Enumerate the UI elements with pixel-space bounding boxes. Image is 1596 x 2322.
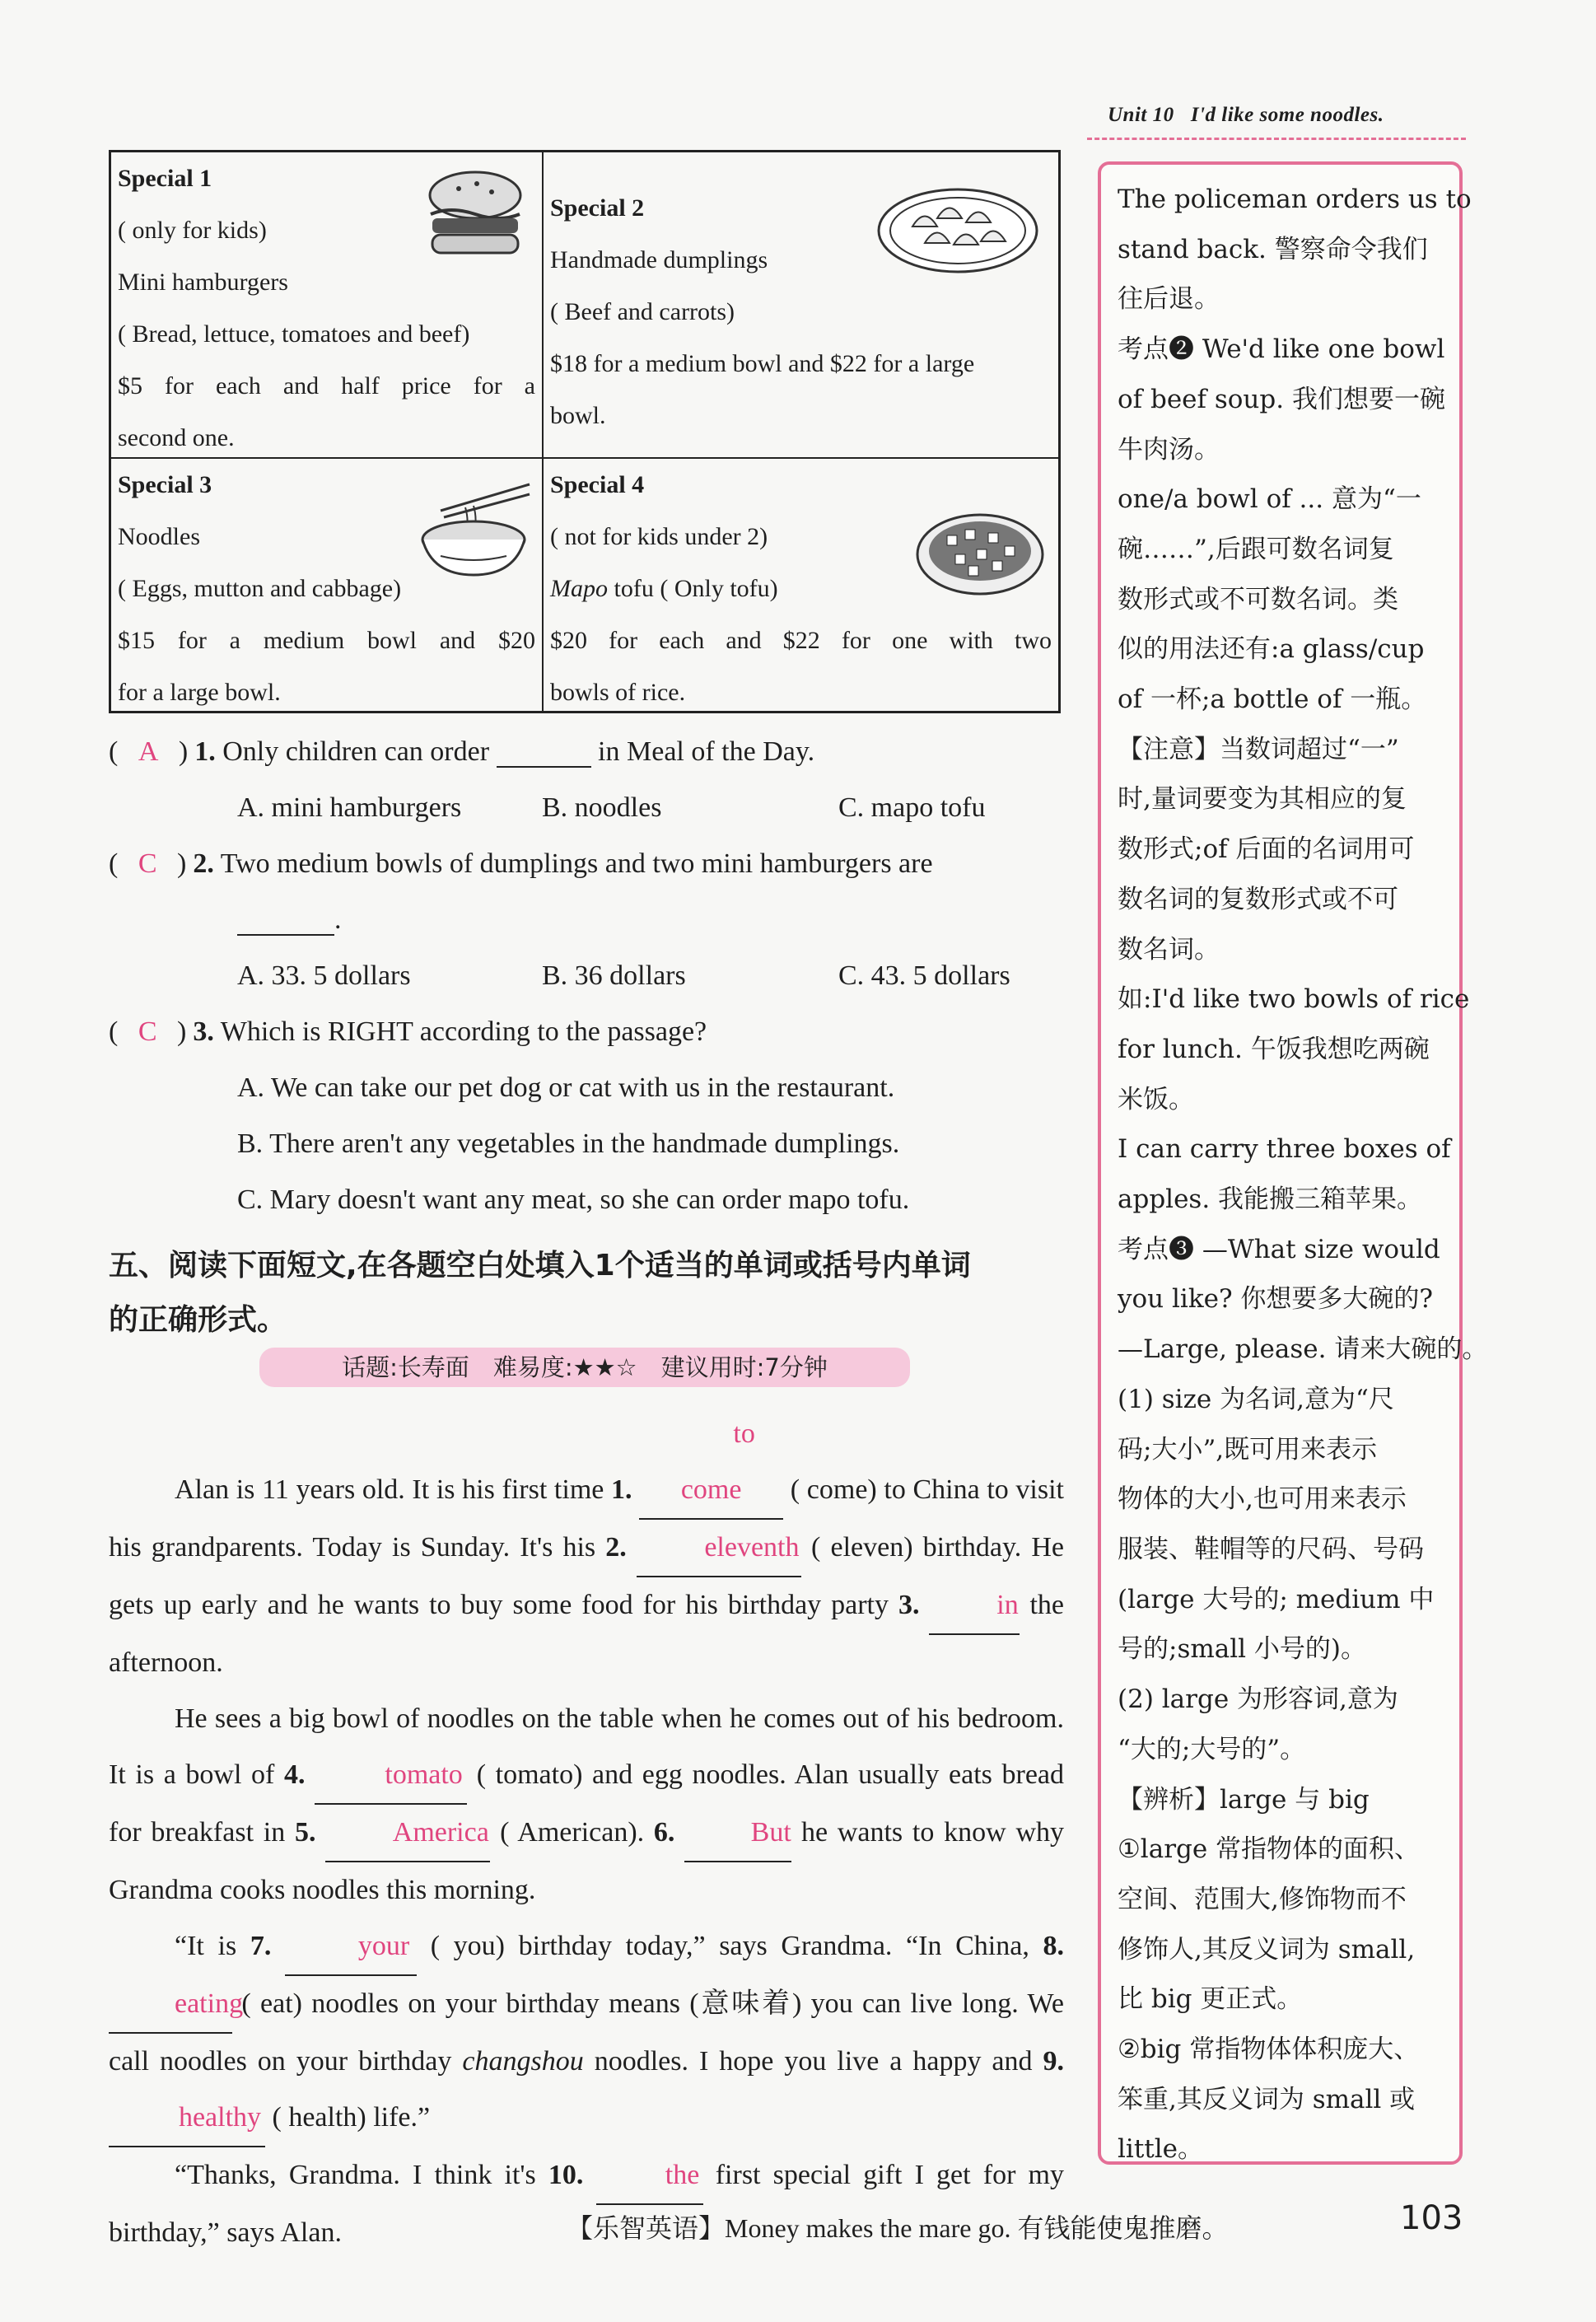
note-line: —Large, please. 请来大碗的。 bbox=[1118, 1334, 1488, 1365]
note-line: 时,量词要变为其相应的复 bbox=[1118, 784, 1407, 815]
note-line: (1) size 为名词,意为“尺 bbox=[1118, 1384, 1394, 1414]
blank-6: But bbox=[684, 1805, 791, 1862]
q1-blank bbox=[497, 738, 591, 768]
q3-option-a: A. We can take our pet dog or cat with us in the restaurant. bbox=[237, 1072, 895, 1103]
blank-8: eating bbox=[109, 1976, 232, 2034]
q1-stem-end: in Meal of the Day. bbox=[598, 736, 815, 767]
note-line: 考点❷ We'd like one bowl bbox=[1118, 334, 1445, 365]
special-2-title: Special 2 bbox=[550, 194, 645, 222]
q1-number: 1. bbox=[194, 736, 216, 767]
q3-option-c: C. Mary doesn't want any meat, so she can order mapo tofu. bbox=[237, 1184, 910, 1215]
note-line: 数名词。 bbox=[1118, 934, 1220, 965]
note-line: 考点❸ —What size would bbox=[1118, 1234, 1440, 1264]
note-line: The policeman orders us to bbox=[1118, 185, 1472, 214]
note-line: 【辨析】large 与 big bbox=[1118, 1784, 1370, 1815]
q1-option-a: A. mini hamburgers bbox=[237, 792, 462, 823]
note-line: ①large 常指物体的面积、 bbox=[1118, 1834, 1421, 1865]
special-1-title: Special 1 bbox=[118, 165, 212, 192]
note-line: 似的用法还有:a glass/cup bbox=[1118, 634, 1425, 665]
note-line: 号的;small 小号的)。 bbox=[1118, 1634, 1367, 1665]
note-line: you like? 你想要多大碗的? bbox=[1118, 1284, 1434, 1315]
note-line: ②big 常指物体体积庞大、 bbox=[1118, 2035, 1420, 2065]
note-line: for lunch. 午饭我想吃两碗 bbox=[1118, 1034, 1430, 1064]
q2-option-c: C. 43. 5 dollars bbox=[838, 960, 1010, 991]
q3-option-b: B. There aren't any vegetables in the handmade dumplings. bbox=[237, 1128, 900, 1159]
note-line: stand back. 警察命令我们 bbox=[1118, 234, 1428, 264]
hamburger-illustration bbox=[426, 169, 525, 259]
note-line: 服装、鞋帽等的尺码、号码 bbox=[1118, 1534, 1424, 1564]
noodle-bowl-illustration bbox=[416, 478, 531, 577]
section-5-title: 五、阅读下面短文,在各题空白处填入1个适当的单词或括号内单词 bbox=[109, 1249, 971, 1282]
note-line: 往后退。 bbox=[1118, 284, 1220, 315]
q2-option-b: B. 36 dollars bbox=[542, 960, 686, 991]
note-line: little。 bbox=[1118, 2134, 1204, 2165]
note-line: apples. 我能搬三箱苹果。 bbox=[1118, 1184, 1423, 1215]
q3-answer: C bbox=[138, 1016, 164, 1047]
note-line: 码;大小”,既可用来表示 bbox=[1118, 1434, 1378, 1465]
note-line: (large 大号的; medium 中 bbox=[1118, 1584, 1435, 1614]
question-1 bbox=[109, 738, 814, 768]
blank-7: your bbox=[285, 1918, 417, 1976]
q3-number: 3. bbox=[193, 1016, 214, 1047]
mapo-word: Mapo bbox=[550, 575, 608, 602]
q2-stem: Two medium bowls of dumplings and two mini hamburgers are bbox=[220, 848, 933, 879]
question-2 bbox=[109, 850, 933, 878]
note-line: 物体的大小,也可用来表示 bbox=[1118, 1484, 1407, 1515]
note-line: I can carry three boxes of bbox=[1118, 1134, 1451, 1165]
notes-content bbox=[1118, 175, 1488, 2175]
q2-blank bbox=[237, 906, 334, 936]
q2-number: 2. bbox=[193, 848, 214, 879]
special-1-line: ( only for kids) bbox=[118, 217, 267, 244]
note-line: of 一杯;a bottle of 一瓶。 bbox=[1118, 684, 1427, 715]
q2-option-a: A. 33. 5 dollars bbox=[237, 960, 411, 991]
answer-paren: ( C ) bbox=[109, 1016, 194, 1047]
topic-banner: 话题:长寿面 难易度:★★☆ 建议用时:7分钟 bbox=[259, 1348, 910, 1387]
note-line: 数形式;of 后面的名词用可 bbox=[1118, 834, 1415, 865]
note-line: 数名词的复数形式或不可 bbox=[1118, 884, 1398, 914]
note-line: 数形式或不可数名词。类 bbox=[1118, 584, 1398, 614]
special-4-line: $20 for each and $22 for one with two bbox=[550, 627, 1052, 654]
special-1-line: $5 for each and half price for a bbox=[118, 372, 535, 399]
special-2-line: ( Beef and carrots) bbox=[550, 298, 735, 325]
special-1-line: Mini hamburgers bbox=[118, 269, 288, 296]
q1-option-c: C. mapo tofu bbox=[838, 792, 986, 823]
special-2-line: Handmade dumplings bbox=[550, 246, 768, 273]
q1-answer: A bbox=[138, 736, 166, 767]
blank-2: eleventh bbox=[637, 1520, 801, 1577]
q3-stem: Which is RIGHT according to the passage? bbox=[220, 1016, 707, 1047]
note-line: 米饭。 bbox=[1118, 1084, 1194, 1114]
mapo-tofu-illustration bbox=[914, 507, 1046, 597]
q1-option-b: B. noodles bbox=[542, 792, 662, 823]
answer-paren: ( A ) bbox=[109, 736, 195, 767]
note-line: 碗……”,后跟可数名词复 bbox=[1118, 534, 1394, 564]
q2-answer: C bbox=[138, 848, 164, 879]
unit-label: Unit 10 bbox=[1108, 104, 1174, 126]
note-line: of beef soup. 我们想要一碗 bbox=[1118, 384, 1445, 414]
menu-table bbox=[109, 150, 1061, 713]
special-1-line: second one. bbox=[118, 424, 235, 451]
special-4-line: ( not for kids under 2) bbox=[550, 523, 768, 550]
page-number: 103 bbox=[1400, 2199, 1463, 2237]
header-dashed-rule bbox=[1087, 138, 1466, 140]
note-line: 牛肉汤。 bbox=[1118, 434, 1220, 465]
note-line: 空间、范围大,修饰物而不 bbox=[1118, 1884, 1407, 1914]
note-line: (2) large 为形容词,意为 bbox=[1118, 1684, 1398, 1715]
note-line: 修饰人,其反义词为 small, bbox=[1118, 1934, 1416, 1965]
special-1-line: ( Bread, lettuce, tomatoes and beef) bbox=[118, 320, 470, 348]
note-line: 如:I'd like two bowls of rice bbox=[1118, 984, 1470, 1015]
question-3 bbox=[109, 1018, 707, 1046]
unit-title: I'd like some noodles. bbox=[1190, 104, 1384, 126]
note-line: “大的;大号的”。 bbox=[1118, 1734, 1306, 1764]
blank-5: America bbox=[325, 1805, 490, 1862]
q2-blank-line: . bbox=[237, 906, 342, 936]
blank-1: to come bbox=[639, 1406, 783, 1520]
blank-10: the bbox=[596, 2147, 703, 2205]
special-3-line: ( Eggs, mutton and cabbage) bbox=[118, 575, 402, 602]
blank-9: healthy bbox=[109, 2090, 265, 2147]
special-4-line-text: tofu ( Only tofu) bbox=[614, 575, 778, 602]
special-4-title: Special 4 bbox=[550, 471, 645, 498]
section-5-title-cont: 的正确形式。 bbox=[109, 1303, 287, 1337]
blank-3: in bbox=[929, 1577, 1020, 1635]
q1-stem: Only children can order bbox=[222, 736, 490, 767]
answer-paren: ( C ) bbox=[109, 848, 194, 879]
special-3-line: Noodles bbox=[118, 523, 200, 550]
special-3-line: $15 for a medium bowl and $20 bbox=[118, 627, 535, 654]
running-header bbox=[1108, 104, 1384, 127]
blank-4: tomato bbox=[315, 1747, 467, 1805]
special-2-line: bowl. bbox=[550, 402, 606, 429]
note-line: 比 big 更正式。 bbox=[1118, 1984, 1303, 2015]
note-line: 【注意】当数词超过“一” bbox=[1118, 734, 1399, 764]
notes-sidebar bbox=[1098, 161, 1488, 2165]
passage: Alan is 11 years old. It is his first time 1. to come ( come) to China to visit his grandparents. Today is Sunday. It's his 2. eleventh ( eleven) birthday. He gets up early and he wants to buy some food for his birthday party 3. in the afternoon. He sees a big bowl of noodles on the table when he comes out of his bedroom. It is a bowl of 4. tomato ( tomato) and egg noodles. Alan usually eats bread for breakfast in 5. America ( American). 6. But he wants to know why Grandma cooks noodles this morning. “It is 7. your ( you) birthday today,” says Grandma. “In China, 8. eating ( eat) noodles on your birthday means (意味着) you can live long. We call noodles on your birthday changshou noodles. I hope you live a happy and 9. healthy ( health) life.” “Thanks, Grandma. I think it's 10. the first special gift I get for my birthday,” says Alan. bbox=[109, 1406, 1064, 2261]
dumplings-plate-illustration bbox=[875, 185, 1040, 276]
special-3-title: Special 3 bbox=[118, 471, 212, 498]
special-2-line: $18 for a medium bowl and $22 for a large bbox=[550, 350, 975, 377]
note-line: 笨重,其反义词为 small 或 bbox=[1118, 2084, 1416, 2114]
special-4-line: bowls of rice. bbox=[550, 679, 686, 706]
note-line: one/a bowl of ... 意为“一 bbox=[1118, 484, 1421, 515]
special-3-line: for a large bowl. bbox=[118, 679, 281, 706]
footer-proverb: 【乐智英语】Money makes the mare go. 有钱能使鬼推磨。 bbox=[567, 2213, 1229, 2243]
